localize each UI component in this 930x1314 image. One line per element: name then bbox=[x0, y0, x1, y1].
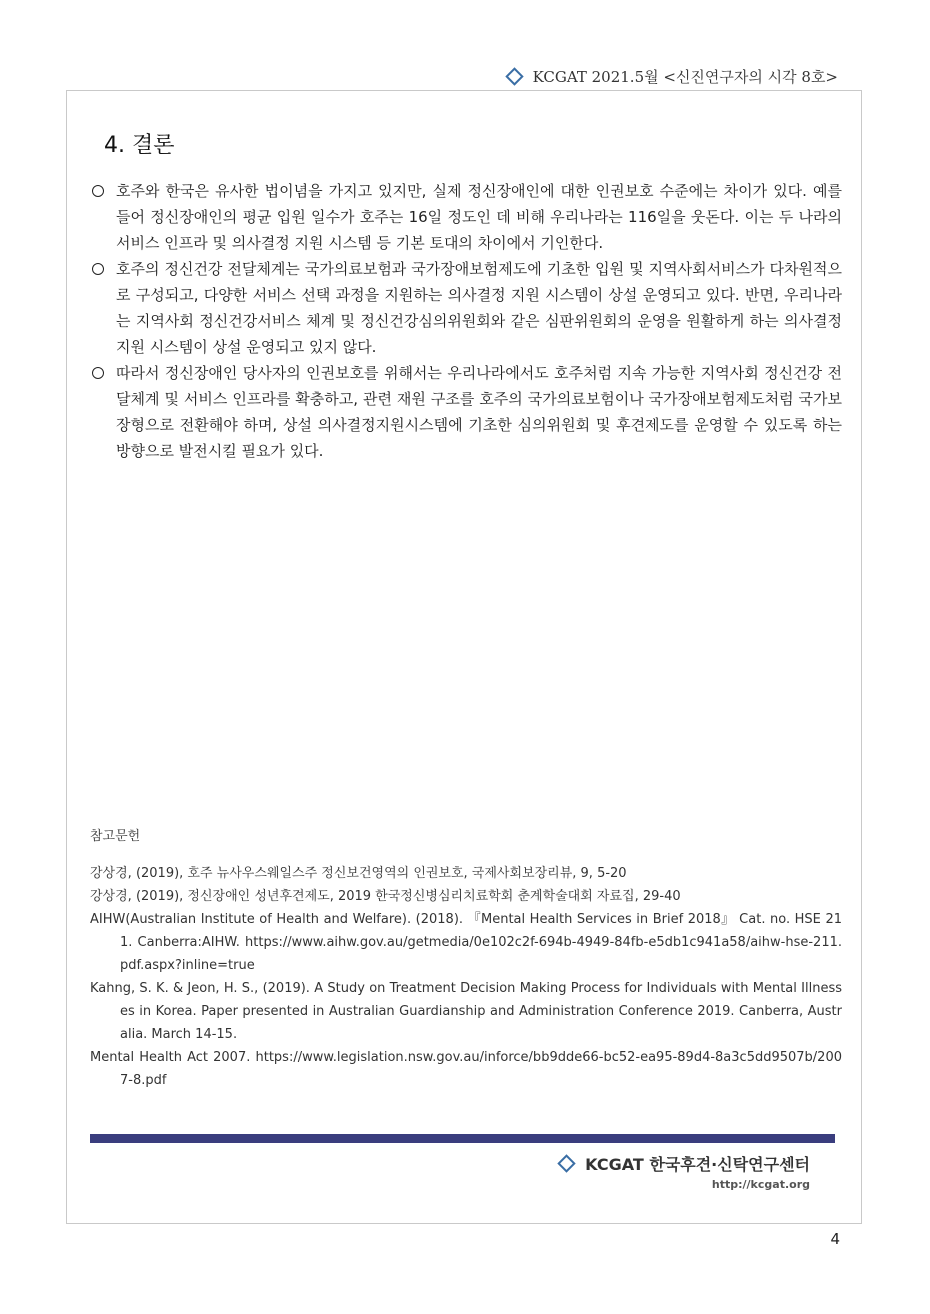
conclusion-list bbox=[90, 178, 842, 464]
conclusion-text: 호주와 한국은 유사한 법이념을 가지고 있지만, 실제 정신장애인에 대한 인권보호 수준에는 차이가 있다. 예를 들어 정신장애인의 평균 입원 일수가 호주는 16일 정도인 데 비해 우리나라는 116일을 웃돈다. 이는 두 나라의 서비스 인프라 및 의사결정 지원 시스템 등 기본 토대의 차이에서 기인한다. bbox=[116, 182, 842, 252]
diamond-logo-icon bbox=[505, 67, 523, 85]
references-title: 참고문헌 bbox=[90, 829, 141, 844]
circle-bullet-icon bbox=[92, 263, 104, 275]
circle-bullet-icon bbox=[92, 185, 104, 197]
page-header bbox=[508, 66, 838, 87]
header-text: KCGAT 2021.5월 <신진연구자의 시각 8호> bbox=[532, 68, 838, 86]
conclusion-text: 따라서 정신장애인 당사자의 인권보호를 위해서는 우리나라에서도 호주처럼 지속 가능한 지역사회 정신건강 전달체계 및 서비스 인프라를 확충하고, 관련 재원 구조를 호주의 국가의료보험이나 국가장애보험제도처럼 국가보장형으로 전환해야 하며, 상설 의사결정지원시스템에 기초한 심의위원회 및 후견제도를 운영할 수 있도록 하는 방향으로 발전시킬 필요가 있다. bbox=[116, 364, 842, 460]
page-number: 4 bbox=[830, 1230, 840, 1248]
conclusion-text: 호주의 정신건강 전달체계는 국가의료보험과 국가장애보험제도에 기초한 입원 및 지역사회서비스가 다차원적으로 구성되고, 다양한 서비스 선택 과정을 지원하는 의사결정 지원 시스템이 상설 운영되고 있다. 반면, 우리나라는 지역사회 정신건강서비스 체계 및 정신건강심의위원회와 같은 심판위원회의 운영을 원활하게 하는 의사결정 지원 시스템이 상설 운영되고 있지 않다. bbox=[116, 260, 842, 356]
footer-brand bbox=[560, 1152, 810, 1175]
conclusion-item bbox=[90, 360, 842, 464]
reference-item: Mental Health Act 2007. https://www.legislation.nsw.gov.au/inforce/bb9dde66-bc52-ea95-89d4-8a3c5dd9507b/2007-8.pdf bbox=[90, 1050, 842, 1088]
footer-rule bbox=[90, 1134, 835, 1143]
reference-item: 강상경, (2019), 호주 뉴사우스웨일스주 정신보건영역의 인권보호, 국제사회보장리뷰, 9, 5-20 bbox=[90, 866, 627, 881]
reference-item: Kahng, S. K. & Jeon, H. S., (2019). A Study on Treatment Decision Making Process for Individuals with Mental Illnesses in Korea. Paper presented in Australian Guardianship and Administration Conference 2019. Canberra, Australia. March 14-15. bbox=[90, 981, 842, 1042]
footer-url[interactable]: http://kcgat.org bbox=[711, 1178, 810, 1191]
conclusion-item bbox=[90, 256, 842, 360]
reference-item: 강상경, (2019), 정신장애인 성년후견제도, 2019 한국정신병심리치료학회 춘계학술대회 자료집, 29-40 bbox=[90, 889, 681, 904]
diamond-logo-icon bbox=[557, 1154, 575, 1172]
reference-item: AIHW(Australian Institute of Health and Welfare). (2018). 『Mental Health Services in Brief 2018』 Cat. no. HSE 211. Canberra:AIHW. https://www.aihw.gov.au/getmedia/0e102c2f-694b-4949-84fb-e5db1c941a58/aihw-hse-211.pdf.aspx?inline=true bbox=[90, 912, 842, 973]
section-title: 4. 결론 bbox=[104, 133, 175, 158]
circle-bullet-icon bbox=[92, 367, 104, 379]
references-list bbox=[90, 862, 842, 1092]
footer-brand-text: KCGAT 한국후견·신탁연구센터 bbox=[585, 1155, 810, 1174]
conclusion-item bbox=[90, 178, 842, 256]
